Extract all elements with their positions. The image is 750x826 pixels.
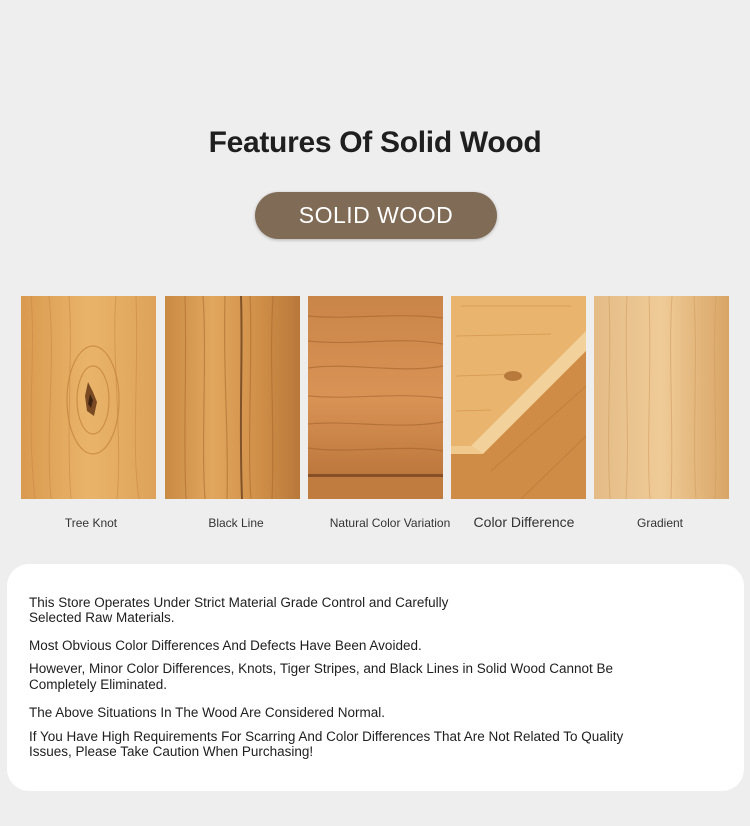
notice-line: The Above Situations In The Wood Are Considered Normal. — [29, 705, 385, 720]
notice-line: This Store Operates Under Strict Material Grade Control and Carefully — [29, 595, 449, 610]
caption-color-difference: Color Difference — [473, 514, 575, 530]
notice-line: If You Have High Requirements For Scarring And Color Differences That Are Not Related To Quality — [29, 729, 624, 744]
gradient-photo — [594, 296, 729, 499]
tree-knot-photo — [21, 296, 156, 499]
black-line-photo — [165, 296, 300, 499]
notice-line: Issues, Please Take Caution When Purchasing! — [29, 744, 314, 759]
notice-line: Completely Eliminated. — [29, 677, 168, 692]
caption-gradient: Gradient — [636, 516, 684, 530]
page-title: Features Of Solid Wood — [208, 126, 542, 159]
solid-wood-badge: SOLID WOOD — [255, 192, 497, 239]
caption-natural-color-variation: Natural Color Variation — [329, 516, 451, 530]
notice-card — [7, 564, 744, 791]
natural-color-variation-photo — [308, 296, 443, 499]
notice-line: Most Obvious Color Differences And Defects Have Been Avoided. — [29, 638, 422, 653]
caption-black-line: Black Line — [208, 516, 264, 530]
color-difference-photo — [451, 296, 586, 499]
notice-line: Selected Raw Materials. — [29, 610, 175, 625]
notice-line: However, Minor Color Differences, Knots, Tiger Stripes, and Black Lines in Solid Wood Cannot Be — [29, 661, 614, 676]
caption-tree-knot: Tree Knot — [64, 516, 118, 530]
